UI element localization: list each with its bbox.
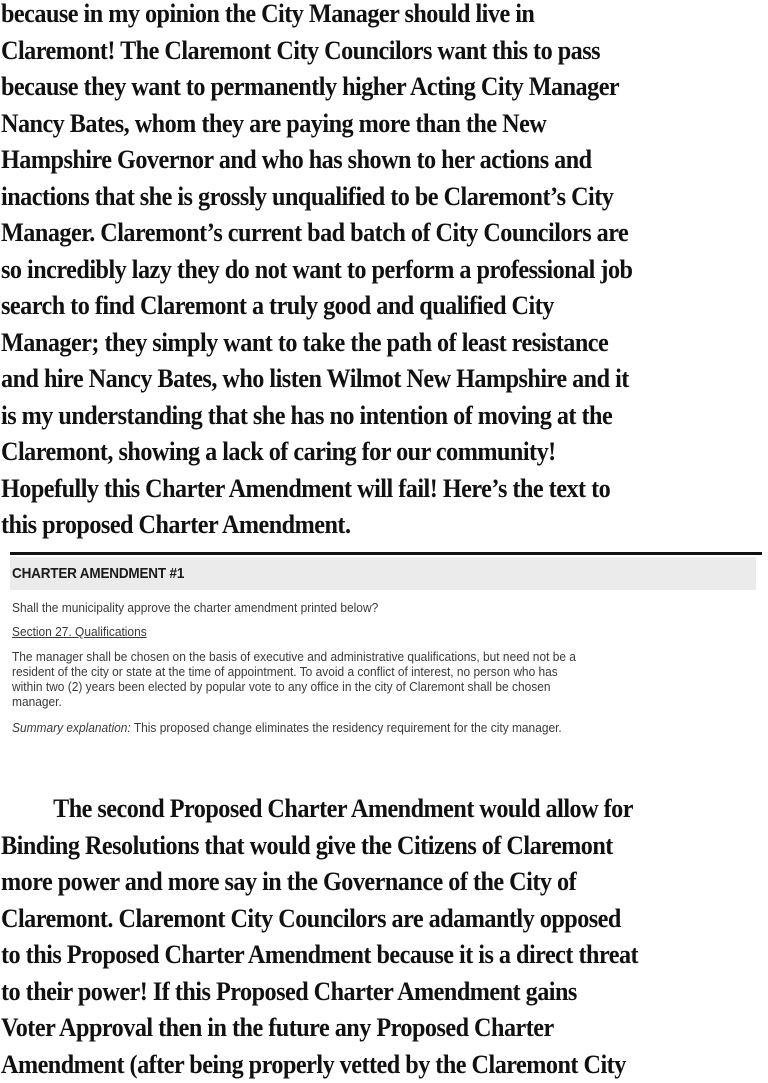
ballot-title: CHARTER AMENDMENT #1 — [12, 565, 184, 582]
text-line — [1, 791, 722, 828]
ballot-body — [10, 600, 762, 735]
text-line: Voter Approval then in the future any Proposed Charter — [1, 1010, 722, 1047]
ballot-header — [10, 557, 756, 590]
text-line: this proposed Charter Amendment. — [1, 507, 722, 544]
ballot-top-rule — [10, 552, 762, 555]
text-line: Hampshire Governor and who has shown to her actions and — [1, 142, 722, 179]
text-line: Hopefully this Charter Amendment will fail! Here’s the text to — [1, 471, 722, 508]
text-line: more power and more say in the Governance of the City of — [1, 864, 722, 901]
text-line: Manager. Claremont’s current bad batch of City Councilors are — [1, 215, 722, 252]
text-line: Nancy Bates, whom they are paying more than the New — [1, 106, 722, 143]
text-line: because they want to permanently higher Acting City Manager — [1, 69, 722, 106]
opinion-paragraph-1 — [1, 0, 768, 544]
text-line: Manager; they simply want to take the path of least resistance — [1, 325, 722, 362]
text-line: because in my opinion the City Manager should live in — [1, 0, 722, 33]
text-line: Claremont. Claremont City Councilors are adamantly opposed — [1, 901, 722, 938]
text-line: is my understanding that she has no intention of moving at the — [1, 398, 722, 435]
ballot-section-heading — [12, 624, 762, 639]
summary-line — [12, 720, 691, 735]
amendment-text-line: within two (2) years been elected by popular vote to any office in the city of Claremont shall be chosen — [12, 679, 691, 694]
text-line: so incredibly lazy they do not want to perform a professional job — [1, 252, 722, 289]
ballot-amendment-text — [12, 649, 762, 709]
amendment-text-line: The manager shall be chosen on the basis of executive and administrative qualifications, but need not be a — [12, 649, 691, 664]
text-line: to their power! If this Proposed Charter Amendment gains — [1, 974, 722, 1011]
text-line: Claremont, showing a lack of caring for our community! — [1, 434, 722, 471]
text-line: Claremont! The Claremont City Councilors want this to pass — [1, 33, 722, 70]
text-line: and hire Nancy Bates, who listen Wilmot New Hampshire and it — [1, 361, 722, 398]
amendment-text-line: resident of the city or state at the time of appointment. To avoid a conflict of interest, no person who has — [12, 664, 691, 679]
text-line: inactions that she is grossly unqualified to be Claremont’s City — [1, 179, 722, 216]
text-line: Amendment (after being properly vetted by the Claremont City — [1, 1047, 722, 1083]
text-line-content: The second Proposed Charter Amendment would allow for — [53, 794, 633, 823]
opinion-paragraph-2 — [1, 791, 768, 1083]
summary-text: This proposed change eliminates the residency requirement for the city manager. — [131, 720, 562, 735]
ballot-excerpt — [10, 552, 762, 735]
text-line: search to find Claremont a truly good and qualified City — [1, 288, 722, 325]
text-line: Binding Resolutions that would give the Citizens of Claremont — [1, 828, 722, 865]
ballot-question-text: Shall the municipality approve the charter amendment printed below? — [12, 600, 691, 615]
ballot-question — [12, 600, 762, 615]
summary-label: Summary explanation: — [12, 720, 131, 735]
section-heading-text: Section 27. Qualifications — [12, 624, 691, 639]
text-line: to this Proposed Charter Amendment because it is a direct threat — [1, 937, 722, 974]
amendment-text-line: manager. — [12, 694, 691, 709]
ballot-summary — [12, 720, 762, 735]
